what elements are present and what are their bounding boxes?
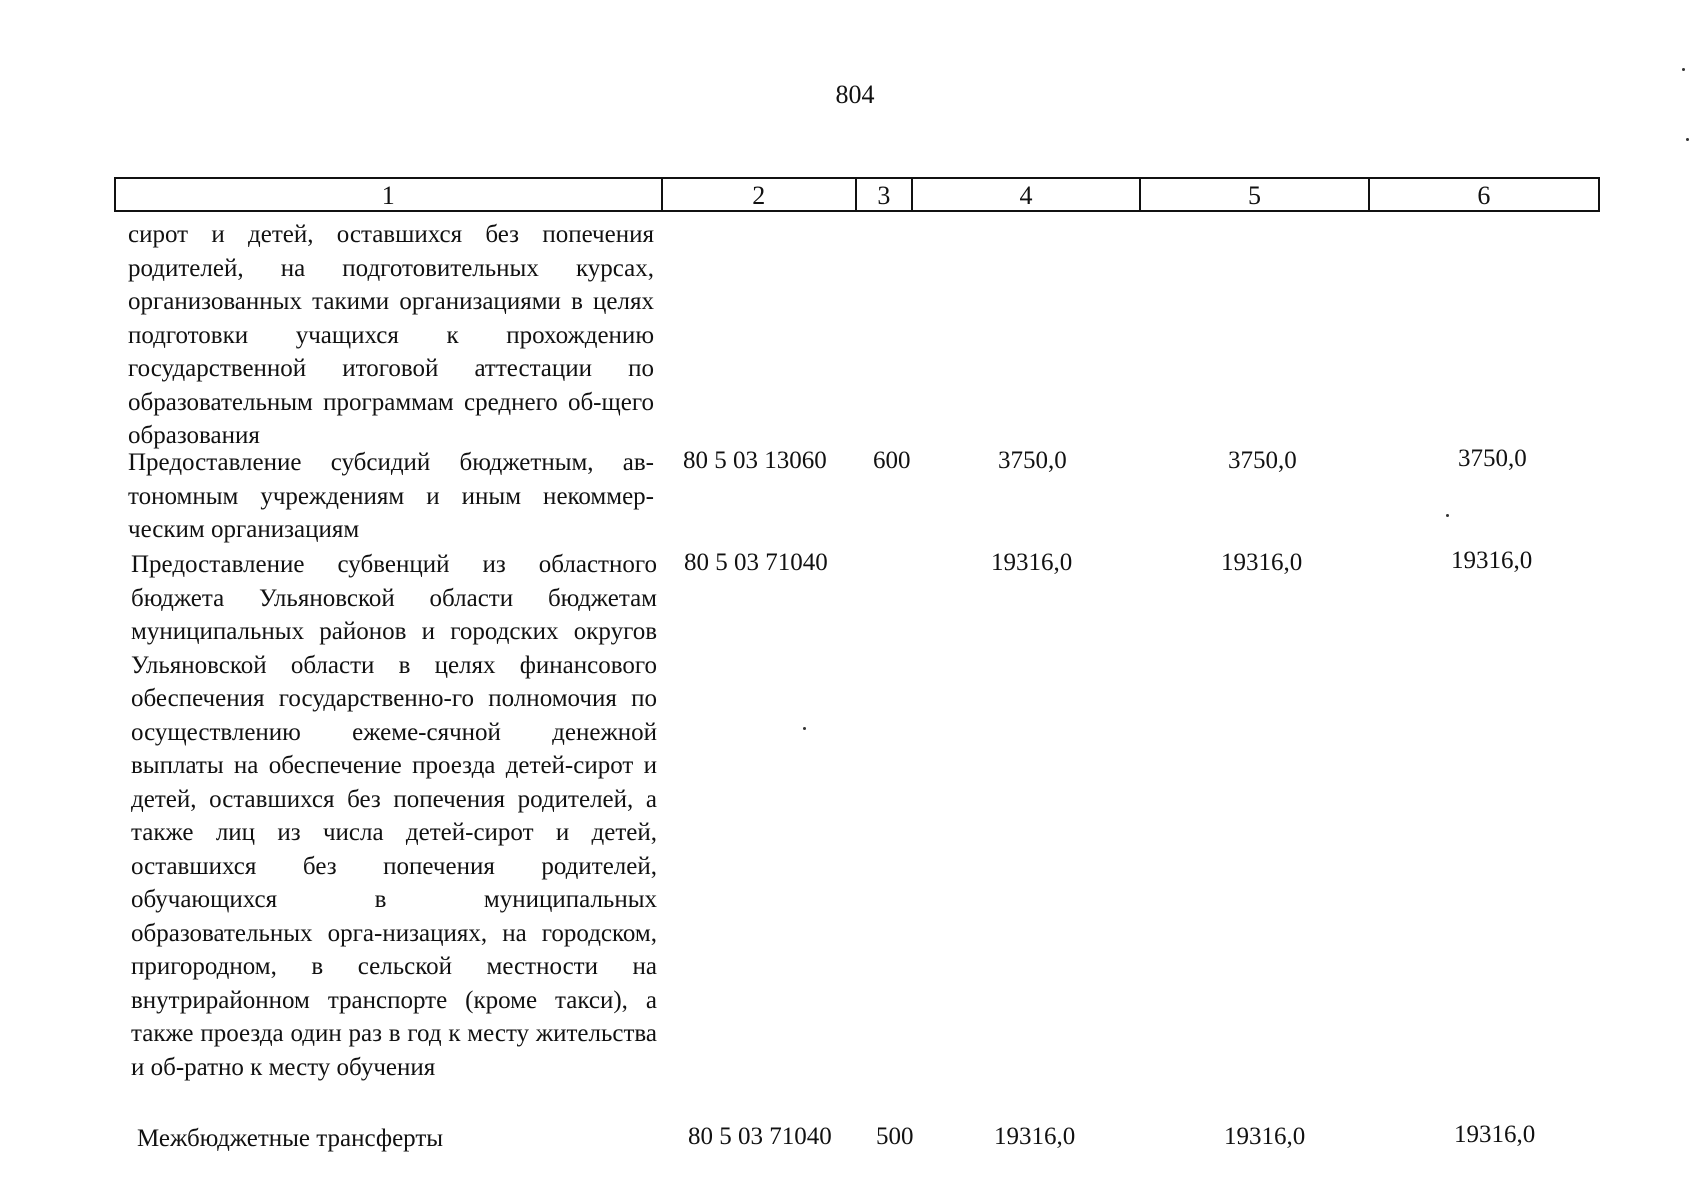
- table-header: [114, 177, 1600, 212]
- table-row-value-4: 19316,0: [994, 1123, 1076, 1150]
- scan-speck: [803, 727, 806, 730]
- header-col-6: 6: [1477, 181, 1491, 210]
- scan-speck: [1446, 514, 1449, 517]
- table-row-value-5: 3750,0: [1228, 447, 1297, 474]
- table-row-description: Межбюджетные трансферты: [137, 1125, 444, 1152]
- table-row-value-4: 3750,0: [998, 447, 1067, 474]
- page-number: 804: [835, 80, 875, 109]
- table-row-value-5: 19316,0: [1224, 1123, 1306, 1150]
- header-col-1: 1: [116, 179, 663, 210]
- table-row-value-6: 19316,0: [1451, 547, 1533, 574]
- table-row-value-5: 19316,0: [1221, 549, 1303, 576]
- table-row-value-4: 19316,0: [991, 549, 1073, 576]
- table-row-value-6: 3750,0: [1458, 445, 1527, 472]
- header-col-3: 3: [857, 179, 913, 210]
- table-row-code: 80 5 03 13060: [683, 447, 827, 474]
- header-col-2: 2: [663, 179, 857, 210]
- table-row-value-6: 19316,0: [1454, 1121, 1536, 1148]
- table-row-description: Предоставление субвенций из областного бюджета Ульяновской области бюджетам муниципальных районов и городских округов Ульяновской области в целях финансового обеспечения государственно-го полномочия по осуществлению ежеме-сячной денежной выплаты на обеспечение проезда детей-сирот и детей, оставшихся без попечения родителей, а также лиц из числа детей-сирот и детей, оставшихся без попечения родителей, обучающихся в муниципальных образовательных орга-низациях, на городском, пригородном, в сельской местности на внутрирайонном транспорте (кроме такси), а также проезда один раз в год к месту жительства и об-ратно к месту обучения: [131, 551, 657, 1081]
- table-row-code: 80 5 03 71040: [684, 549, 828, 576]
- table-row-code: 80 5 03 71040: [688, 1123, 832, 1150]
- header-col-5: 5: [1141, 179, 1369, 210]
- table-row-description: сирот и детей, оставшихся без попечения родителей, на подготовительных курсах, организованных такими организациями в целях подготовки учащихся к прохождению государственной итоговой аттестации по образовательным программам среднего об-щего образования: [128, 221, 654, 449]
- table-row-type: 600: [873, 447, 911, 474]
- scan-speck: [1686, 138, 1689, 141]
- table-row-description: Предоставление субсидий бюджетным, ав-тономным учреждениям и иным некоммер-ческим организациям: [128, 449, 654, 543]
- table-row-type: 500: [876, 1123, 914, 1150]
- header-col-4: 4: [913, 179, 1141, 210]
- scan-speck: [1682, 68, 1685, 71]
